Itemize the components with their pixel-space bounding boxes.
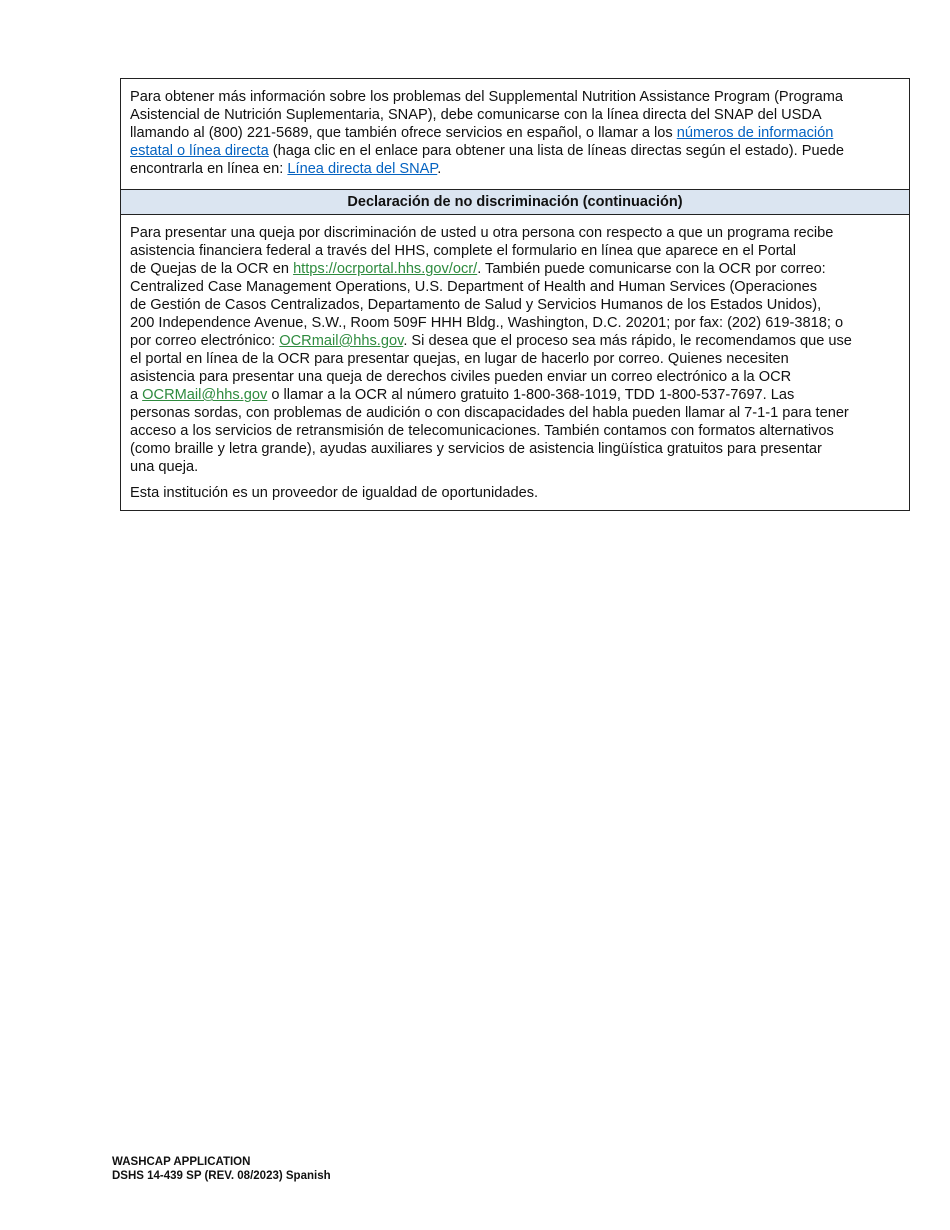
- hyperlink[interactable]: OCRmail@hhs.gov: [279, 333, 404, 349]
- text-segment: a: [130, 387, 143, 403]
- text-line: [130, 142, 900, 160]
- text-segment: de Quejas de la OCR en: [130, 261, 294, 277]
- text-segment: personas sordas, con problemas de audición o con discapacidades del habla pueden llamar al 7-1-1 para tener: [130, 405, 849, 421]
- text-segment: o llamar a la OCR al número gratuito 1-800-368-1019, TDD 1-800-537-7697. Las: [267, 387, 795, 403]
- section-header: Declaración de no discriminación (continuación): [120, 189, 910, 215]
- hyperlink[interactable]: estatal o línea directa: [130, 143, 269, 159]
- nondiscrimination-box: [120, 214, 910, 511]
- hyperlink[interactable]: Línea directa del SNAP: [287, 161, 438, 177]
- text-line: [130, 278, 900, 296]
- text-segment: . Si desea que el proceso sea más rápido, le recomendamos que use: [403, 333, 852, 349]
- text-line: [130, 242, 900, 260]
- text-segment: por correo electrónico:: [130, 333, 280, 349]
- text-line: [130, 484, 900, 502]
- text-segment: 200 Independence Avenue, S.W., Room 509F HHH Bldg., Washington, D.C. 20201; por fax: (202) 619-3818; o: [130, 315, 844, 331]
- text-segment: Esta institución es un proveedor de igualdad de oportunidades.: [130, 485, 539, 501]
- text-segment: una queja.: [130, 459, 199, 475]
- text-segment: el portal en línea de la OCR para presentar quejas, en lugar de hacerlo por correo. Quienes necesiten: [130, 351, 789, 367]
- text-line: [130, 422, 900, 440]
- text-line: [130, 296, 900, 314]
- text-segment: llamando al (800) 221-5689, que también ofrece servicios en español, o llamar a los: [130, 125, 677, 141]
- text-segment: . También puede comunicarse con la OCR por correo:: [477, 261, 826, 277]
- hyperlink[interactable]: OCRMail@hhs.gov: [142, 387, 268, 403]
- hyperlink[interactable]: https://ocrportal.hhs.gov/ocr/: [293, 261, 478, 277]
- text-line: [130, 106, 900, 124]
- text-line: [130, 440, 900, 458]
- footer: [112, 1155, 331, 1183]
- hyperlink[interactable]: números de información: [676, 125, 834, 141]
- snap-info-paragraph: [130, 88, 900, 178]
- text-line: [130, 314, 900, 332]
- snap-info-box: [120, 78, 910, 190]
- text-segment: encontrarla en línea en:: [130, 161, 288, 177]
- text-line: [130, 368, 900, 386]
- text-line: [130, 386, 900, 404]
- text-segment: acceso a los servicios de retransmisión de telecomunicaciones. También contamos con formatos alternativos: [130, 423, 834, 439]
- complaint-paragraph: [130, 224, 900, 476]
- footer-form-name: WASHCAP APPLICATION: [112, 1156, 251, 1168]
- text-line: [130, 458, 900, 476]
- text-line: [130, 124, 900, 142]
- text-segment: asistencia para presentar una queja de derechos civiles pueden enviar un correo electrónico a la OCR: [130, 369, 792, 385]
- text-segment: (haga clic en el enlace para obtener una lista de líneas directas según el estado). Puede: [268, 143, 844, 159]
- text-line: [130, 224, 900, 242]
- text-segment: asistencia financiera federal a través del HHS, complete el formulario en línea que aparece en el Portal: [130, 243, 797, 259]
- text-segment: (como braille y letra grande), ayudas auxiliares y servicios de asistencia lingüística gratuitos para presentar: [130, 441, 822, 457]
- equal-opportunity-statement: [130, 484, 900, 502]
- text-segment: Para obtener más información sobre los problemas del Supplemental Nutrition Assistance Program (Programa: [130, 89, 843, 105]
- text-segment: de Gestión de Casos Centralizados, Departamento de Salud y Servicios Humanos de los Estados Unidos),: [130, 297, 822, 313]
- text-segment: Para presentar una queja por discriminación de usted u otra persona con respecto a que un programa recibe: [130, 225, 834, 241]
- text-line: [130, 88, 900, 106]
- text-line: [130, 350, 900, 368]
- text-segment: Asistencial de Nutrición Suplementaria, SNAP), debe comunicarse con la línea directa del SNAP del USDA: [130, 107, 822, 123]
- text-line: [130, 404, 900, 422]
- text-segment: Centralized Case Management Operations, U.S. Department of Health and Human Services (Operaciones: [130, 279, 818, 295]
- text-line: [130, 160, 900, 178]
- footer-form-number: DSHS 14-439 SP (REV. 08/2023) Spanish: [112, 1170, 331, 1182]
- text-segment: .: [437, 161, 442, 177]
- text-line: [130, 332, 900, 350]
- text-line: [130, 260, 900, 278]
